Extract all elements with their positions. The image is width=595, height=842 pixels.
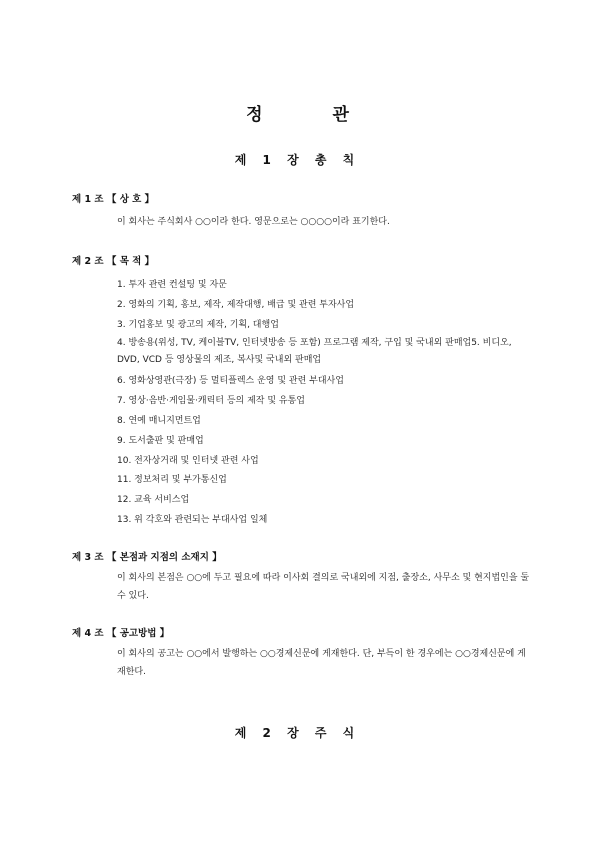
purpose-item: 7. 영상·음반·게임물·캐릭터 등의 제작 및 유통업 [117, 396, 305, 407]
article-3-body: 이 회사의 본점은 ○○에 두고 필요에 따라 이사회 결의로 국내외에 지점, 출장소, 사무소 및 현지법인을 둘 수 있다. [117, 573, 530, 601]
purpose-item: 13. 위 각호와 관련되는 부대사업 일체 [117, 514, 268, 525]
article-1 [72, 193, 530, 232]
purpose-item: 11. 정보처리 및 부가통신업 [117, 475, 227, 486]
purpose-item: 10. 전자상거래 및 인터넷 관련 사업 [117, 455, 259, 466]
article-2 [72, 255, 530, 531]
purpose-item: 9. 도서출판 및 판매업 [117, 435, 204, 446]
purpose-item: 2. 영화의 기획, 홍보, 제작, 제작대행, 배급 및 관련 투자사업 [117, 299, 355, 310]
purpose-item: 1. 투자 관련 컨설팅 및 자문 [117, 280, 227, 290]
chapter-1-heading: 제 1 장 총 칙 [234, 153, 361, 167]
purpose-list [117, 276, 530, 531]
article-4 [72, 627, 530, 681]
purpose-item: 8. 연예 매니지먼트업 [117, 415, 201, 426]
article-3 [72, 551, 530, 605]
purpose-item: 6. 영화상영관(극장) 등 멀티플렉스 운영 및 관련 부대사업 [117, 376, 344, 387]
purpose-item: 3. 기업홍보 및 광고의 제작, 기획, 대행업 [117, 319, 279, 330]
document-title: 정 관 [246, 105, 381, 125]
article-4-body: 이 회사의 공고는 ○○에서 발행하는 ○○경제신문에 게재한다. 단, 부득이 한 경우에는 ○○경제신문에 게재한다. [117, 649, 526, 677]
article-1-heading: 제 1 조 【 상 호 】 [72, 194, 155, 205]
purpose-item: 12. 교육 서비스업 [117, 495, 190, 506]
article-3-heading: 제 3 조 【 본점과 지점의 소재지 】 [72, 552, 222, 563]
chapter-2-heading: 제 2 장 주 식 [234, 726, 361, 740]
article-2-heading: 제 2 조 【 목 적 】 [72, 256, 155, 267]
article-1-body: 이 회사는 주식회사 ○○이라 한다. 영문으로는 ○○○○이라 표기한다. [117, 217, 390, 227]
article-4-heading: 제 4 조 【 공고방법 】 [72, 628, 170, 639]
purpose-item: 4. 방송용(위성, TV, 케이블TV, 인터넷방송 등 포함) 프로그램 제작, 구입 및 국내외 판매업5. 비디오, DVD, VCD 등 영상물의 제조, 복사및 국내외 판매업 [117, 338, 512, 366]
